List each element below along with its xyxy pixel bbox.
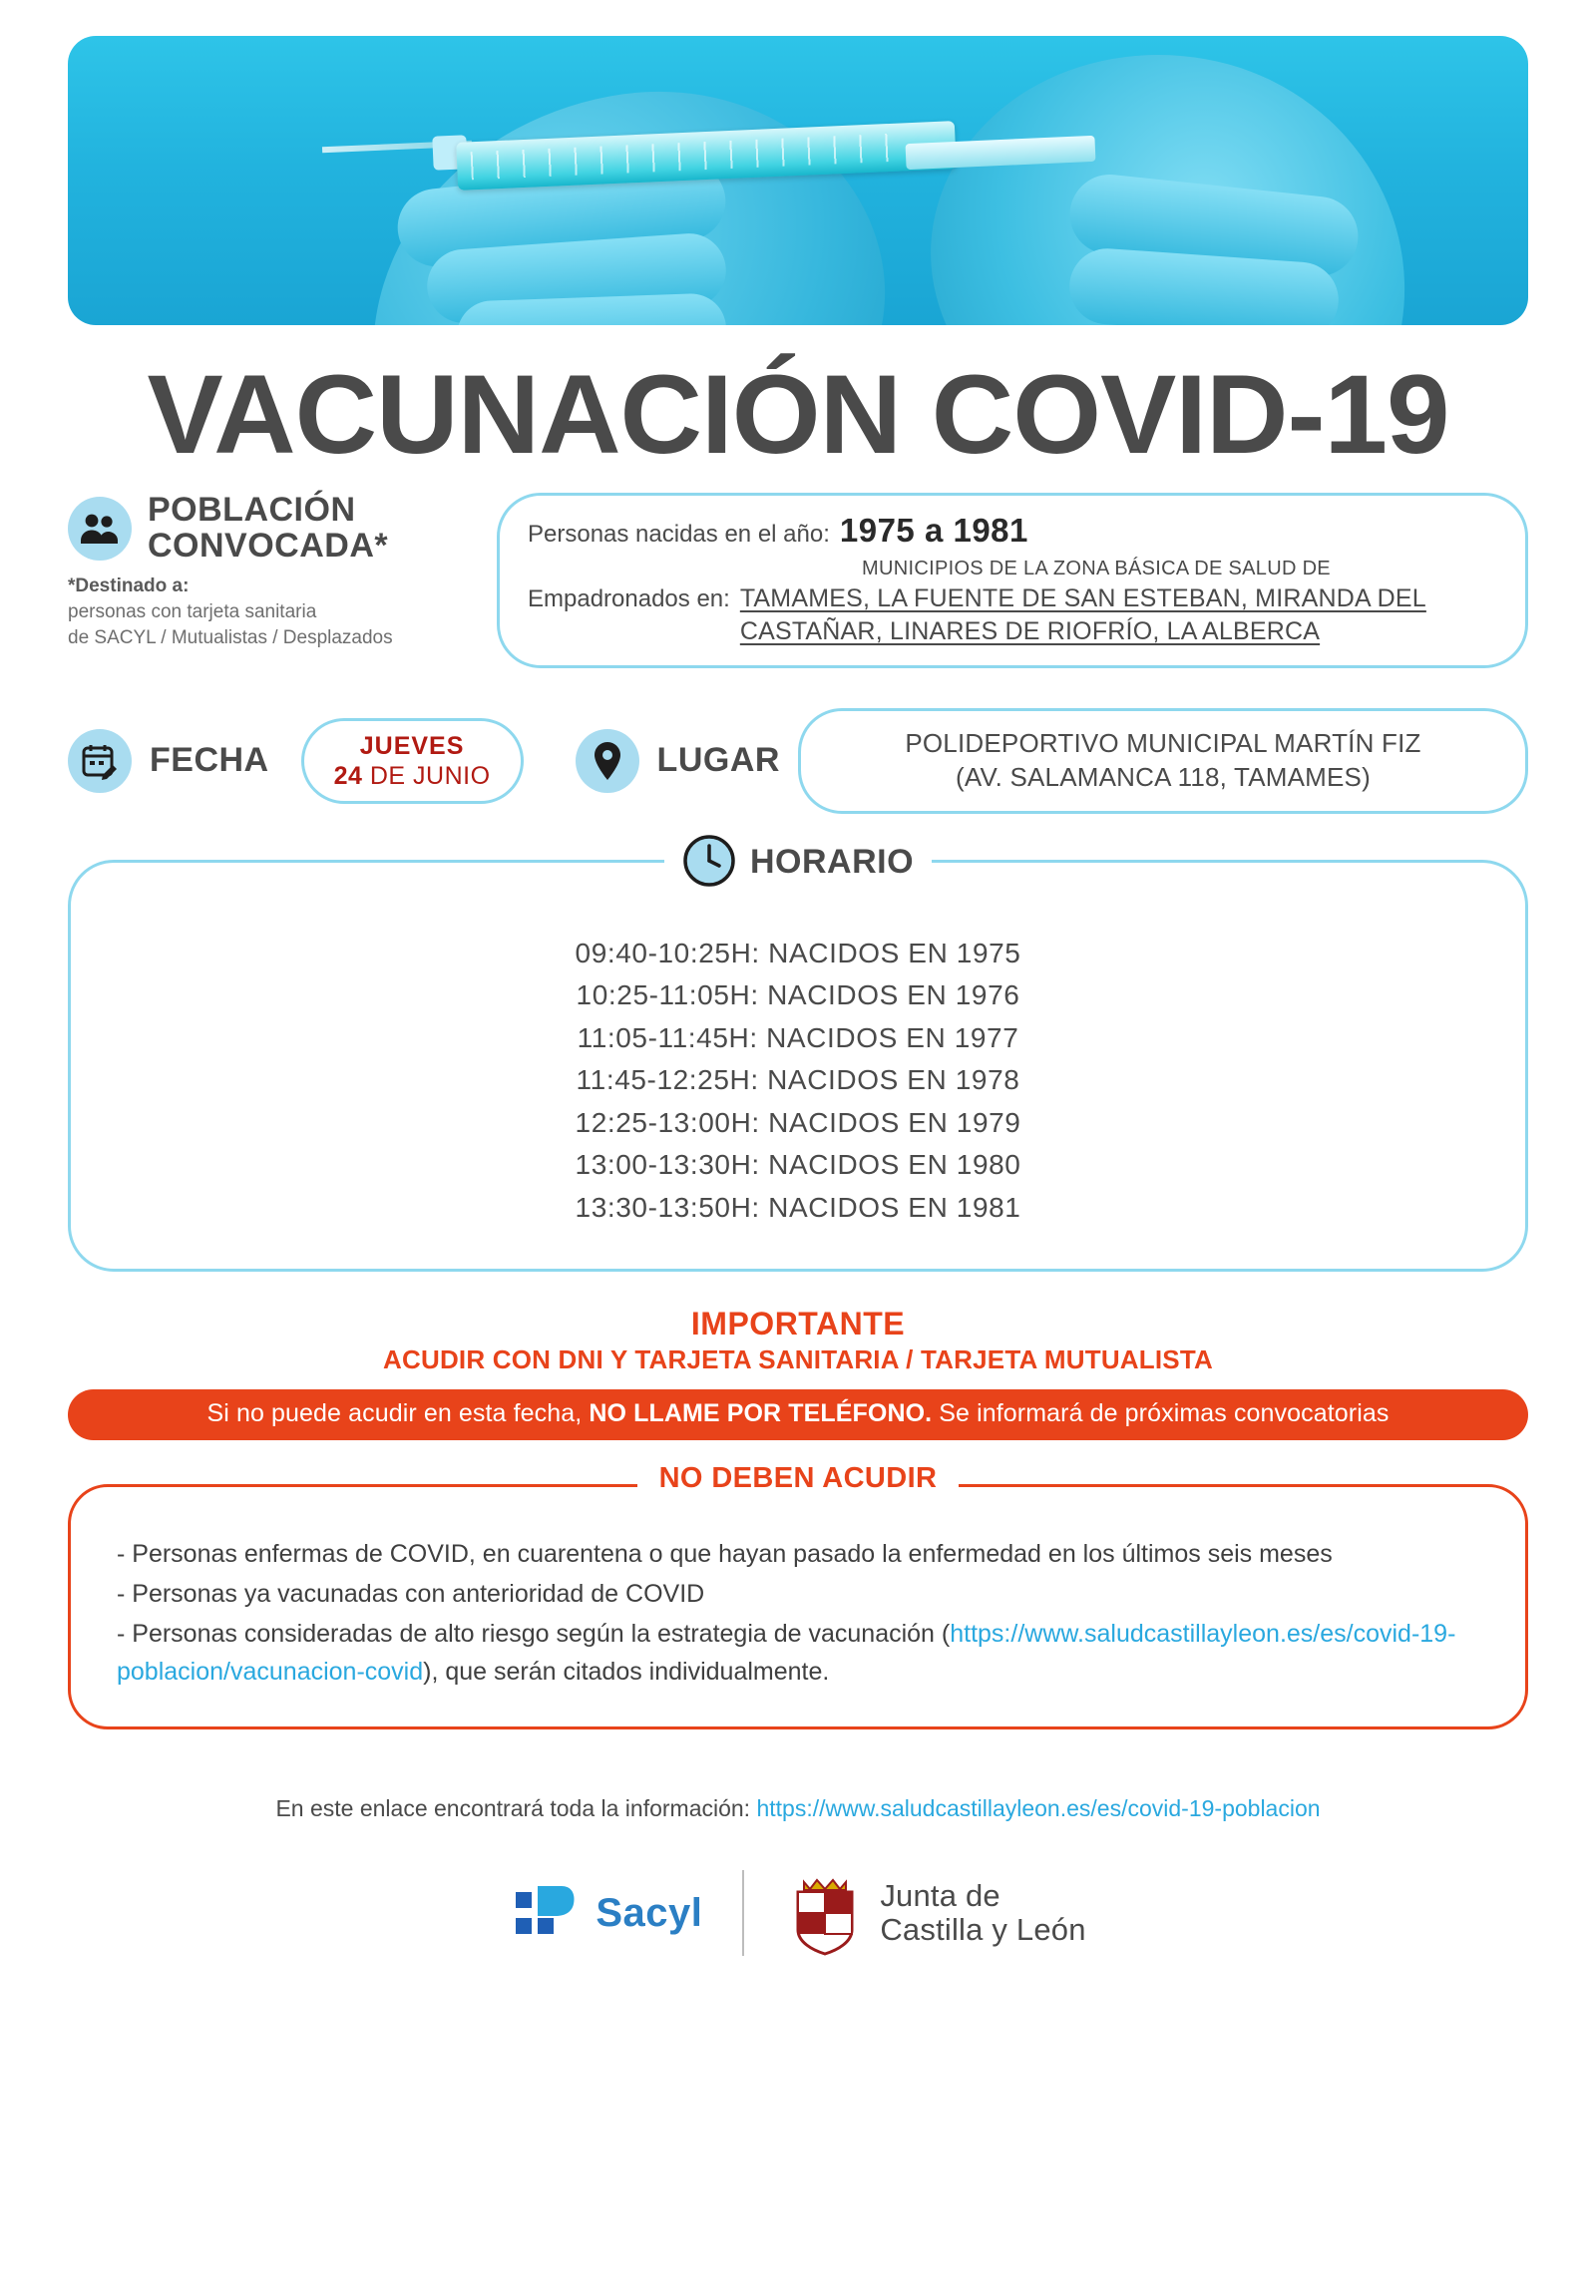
no-deben-acudir-box [68,1484,1528,1729]
junta-name [880,1879,1085,1948]
list-item-post: ), que serán citados individualmente. [423,1658,830,1687]
calendar-icon [68,729,132,793]
junta-line2: Castilla y León [880,1912,1086,1948]
lugar-line2: (AV. SALAMANCA 118, TAMAMES) [955,761,1371,792]
importante-section [68,1306,1528,1375]
lugar-value-pill [798,708,1528,814]
poblacion-note [68,574,497,650]
no-deben-acudir-section [68,1462,1528,1729]
fecha-label: FECHA [150,740,269,779]
born-year-row [528,512,1497,550]
poblacion-heading [68,493,497,564]
fecha-value-pill [301,718,524,804]
no-deben-acudir-heading [68,1462,1528,1495]
lugar-line1: POLIDEPORTIVO MUNICIPAL MARTÍN FIZ [905,728,1421,758]
poster [0,36,1596,2296]
horario-heading [68,834,1528,893]
poblacion-note-line1: *Destinado a: [68,575,190,597]
footer-link-row [68,1795,1528,1822]
horario-section [68,843,1528,1273]
importante-heading: IMPORTANTE [690,1306,906,1342]
warning-bold: NO LLAME POR TELÉFONO. [589,1399,933,1428]
horario-label: HORARIO [749,843,915,882]
fecha-month: DE JUNIO [362,761,491,790]
junta-logo [784,1870,1085,1956]
importante-subheading: ACUDIR CON DNI Y TARJETA SANITARIA / TARJETA MUTUALISTA [383,1344,1213,1375]
municipality-header: MUNICIPIOS DE LA ZONA BÁSICA DE SALUD DE [862,558,1331,579]
poblacion-label [148,493,388,564]
logo-row [68,1870,1528,1956]
list-item [117,1615,1479,1691]
horario-slot: 12:25-13:00H: NACIDOS EN 1979 [575,1106,1021,1138]
lugar-group [576,708,1528,814]
registered-row [528,582,1497,647]
poblacion-section [68,493,1528,668]
list-item-pre: - Personas consideradas de alto riesgo según la estrategia de vacunación ( [117,1620,951,1649]
phone-warning-bar [68,1389,1528,1440]
clock-icon [682,834,736,893]
horario-slot: 11:05-11:45H: NACIDOS EN 1977 [577,1021,1019,1053]
map-pin-icon [576,729,639,793]
poblacion-label-line2: CONVOCADA* [148,526,389,565]
people-icon [68,497,132,561]
junta-coat-of-arms-icon [784,1870,866,1956]
list-item: - Personas ya vacunadas con anterioridad de COVID [117,1580,705,1609]
poblacion-left [68,493,497,650]
born-years-value: 1975 a 1981 [839,512,1028,549]
sacyl-mark-icon [510,1876,584,1950]
horario-slot: 13:30-13:50H: NACIDOS EN 1981 [575,1191,1021,1223]
poblacion-label-line1: POBLACIÓN [148,491,356,529]
warning-post: Se informará de próximas convocatorias [932,1399,1390,1428]
horario-slot: 10:25-11:05H: NACIDOS EN 1976 [576,979,1020,1011]
junta-line1: Junta de [880,1877,1000,1913]
fecha-day-name: JUEVES [359,731,465,760]
fecha-day-number: 24 [333,761,363,790]
born-label: Personas nacidas en el año: [528,521,830,548]
no-deben-acudir-title: NO DEBEN ACUDIR [637,1462,960,1495]
logo-divider [742,1870,744,1956]
fecha-group [68,718,524,804]
footer-link-label: En este enlace encontrará toda la información: [275,1795,757,1822]
poblacion-note-line3: de SACYL / Mutualistas / Desplazados [68,626,393,648]
fecha-lugar-section [68,708,1528,814]
page-title: VACUNACIÓN COVID-19 [147,352,1449,477]
vacunacion-covid-link[interactable]: https://www.saludcastillayleon.es/es/covid-19-poblacion/vacunacion-covid [117,1620,1456,1687]
horario-slot: 09:40-10:25H: NACIDOS EN 1975 [575,937,1021,968]
horario-slot: 13:00-13:30H: NACIDOS EN 1980 [575,1149,1021,1181]
warning-pre: Si no puede acudir en esta fecha, [206,1399,590,1428]
horario-slot: 11:45-12:25H: NACIDOS EN 1978 [576,1064,1020,1096]
list-item: - Personas enfermas de COVID, en cuarentena o que hayan pasado la enfermedad en los últimos seis meses [117,1540,1333,1569]
lugar-label: LUGAR [656,740,780,779]
fecha-day-value [334,761,491,791]
horario-box [68,860,1528,1273]
sacyl-logo [510,1876,702,1950]
poblacion-note-line2: personas con tarjeta sanitaria [68,601,317,623]
sacyl-name: Sacyl [596,1890,703,1935]
registered-label: Empadronados en: [528,585,730,612]
municipality-list: TAMAMES, LA FUENTE DE SAN ESTEBAN, MIRANDA DEL CASTAÑAR, LINARES DE RIOFRÍO, LA ALBERCA [739,584,1426,645]
hero-image [68,36,1528,325]
footer-info-link[interactable]: https://www.saludcastillayleon.es/es/covid-19-poblacion [756,1795,1321,1822]
poblacion-details-box [497,493,1528,668]
